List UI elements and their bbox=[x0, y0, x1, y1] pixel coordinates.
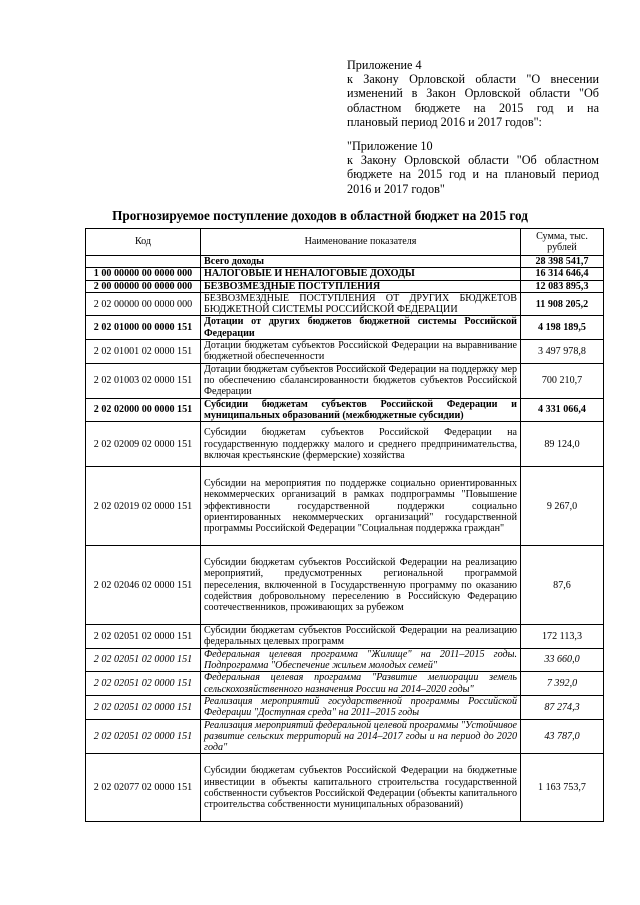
cell-code: 2 02 02051 02 0000 151 bbox=[86, 648, 201, 672]
cell-sum: 1 163 753,7 bbox=[521, 754, 604, 822]
cell-name: Субсидии бюджетам субъектов Российской Федерации на реализацию мероприятий, предусмотренных региональной программой переселения, включенной в Государственную программу по оказанию содействия добровольному переселению в Российскую Федерацию соотечественников, проживающих за рубежом bbox=[201, 546, 521, 625]
cell-code: 2 00 00000 00 0000 000 bbox=[86, 280, 201, 292]
cell-sum: 28 398 541,7 bbox=[521, 256, 604, 268]
table-row bbox=[86, 754, 604, 822]
cell-code: 2 02 02051 02 0000 151 bbox=[86, 625, 201, 649]
cell-sum: 4 331 066,4 bbox=[521, 398, 604, 422]
cell-name: Субсидии бюджетам субъектов Российской Федерации на бюджетные инвестиции в объекты капитального строительства государственной собственности субъектов Российской Федерации (объекты капитального строительства собственности муниципальных образований) bbox=[201, 754, 521, 822]
cell-code: 2 02 02051 02 0000 151 bbox=[86, 672, 201, 696]
annex-4-header bbox=[347, 58, 599, 129]
cell-code: 2 02 01000 00 0000 151 bbox=[86, 316, 201, 340]
cell-name: Субсидии бюджетам субъектов Российской Федерации на реализацию федеральных целевых программ bbox=[201, 625, 521, 649]
table-row bbox=[86, 422, 604, 467]
table-row bbox=[86, 695, 604, 719]
cell-sum: 43 787,0 bbox=[521, 719, 604, 754]
cell-name: Реализация мероприятий государственной программы Российской Федерации "Доступная среда" на 2011–2015 годы bbox=[201, 695, 521, 719]
table-row bbox=[86, 648, 604, 672]
cell-sum: 3 497 978,8 bbox=[521, 340, 604, 364]
table-row bbox=[86, 398, 604, 422]
table-row bbox=[86, 363, 604, 398]
cell-name: Субсидии бюджетам субъектов Российской Федерации и муниципальных образований (межбюджетные субсидии) bbox=[201, 398, 521, 422]
table-row bbox=[86, 546, 604, 625]
annex-line: плановый период 2016 и 2017 годов": bbox=[347, 114, 542, 129]
table-row bbox=[86, 340, 604, 364]
annex-line: "Приложение 10 bbox=[347, 139, 433, 153]
table-row bbox=[86, 256, 604, 268]
cell-sum: 9 267,0 bbox=[521, 467, 604, 546]
header-name: Наименование показателя bbox=[201, 229, 521, 256]
cell-sum: 4 198 189,5 bbox=[521, 316, 604, 340]
cell-name: БЕЗВОЗМЕЗДНЫЕ ПОСТУПЛЕНИЯ ОТ ДРУГИХ БЮДЖЕТОВ БЮДЖЕТНОЙ СИСТЕМЫ РОССИЙСКОЙ ФЕДЕРАЦИИ bbox=[201, 292, 521, 316]
cell-code: 2 02 02046 02 0000 151 bbox=[86, 546, 201, 625]
cell-sum: 87,6 bbox=[521, 546, 604, 625]
cell-code: 2 02 02019 02 0000 151 bbox=[86, 467, 201, 546]
cell-name: НАЛОГОВЫЕ И НЕНАЛОГОВЫЕ ДОХОДЫ bbox=[201, 268, 521, 280]
cell-name: Реализация мероприятий федеральной целевой программы "Устойчивое развитие сельских территорий на 2014–2017 годы и на период до 2020 года" bbox=[201, 719, 521, 754]
cell-sum: 11 908 205,2 bbox=[521, 292, 604, 316]
cell-sum: 172 113,3 bbox=[521, 625, 604, 649]
annex-10-header bbox=[347, 139, 599, 196]
cell-code: 2 02 02000 00 0000 151 bbox=[86, 398, 201, 422]
cell-sum: 700 210,7 bbox=[521, 363, 604, 398]
cell-sum: 16 314 646,4 bbox=[521, 268, 604, 280]
table-row bbox=[86, 719, 604, 754]
cell-code: 2 02 00000 00 0000 000 bbox=[86, 292, 201, 316]
cell-code: 2 02 02051 02 0000 151 bbox=[86, 695, 201, 719]
cell-code: 2 02 02077 02 0000 151 bbox=[86, 754, 201, 822]
cell-name: Дотации от других бюджетов бюджетной системы Российской Федерации bbox=[201, 316, 521, 340]
cell-sum: 89 124,0 bbox=[521, 422, 604, 467]
cell-name: Всего доходы bbox=[201, 256, 521, 268]
cell-name: Субсидии на мероприятия по поддержке социально ориентированных некоммерческих организаций в рамках подпрограммы "Повышение эффективности государственной поддержки социально ориентированных некоммерческих организаций" государственной программы Российской Федерации "Социальная поддержка граждан" bbox=[201, 467, 521, 546]
table-row bbox=[86, 625, 604, 649]
cell-code: 2 02 02051 02 0000 151 bbox=[86, 719, 201, 754]
cell-name: Субсидии бюджетам субъектов Российской Федерации на государственную поддержку малого и среднего предпринимательства, включая крестьянские (фермерские) хозяйства bbox=[201, 422, 521, 467]
table-row bbox=[86, 292, 604, 316]
table-row bbox=[86, 268, 604, 280]
annex-line: 2016 и 2017 годов" bbox=[347, 181, 445, 196]
cell-code: 2 02 01003 02 0000 151 bbox=[86, 363, 201, 398]
cell-sum: 7 392,0 bbox=[521, 672, 604, 696]
annex-line: к Закону Орловской области "Об областном bbox=[347, 153, 599, 168]
cell-code: 2 02 02009 02 0000 151 bbox=[86, 422, 201, 467]
table-row bbox=[86, 280, 604, 292]
cell-name: Дотации бюджетам субъектов Российской Федерации на выравнивание бюджетной обеспеченности bbox=[201, 340, 521, 364]
cell-sum: 87 274,3 bbox=[521, 695, 604, 719]
document-title: Прогнозируемое поступление доходов в областной бюджет на 2015 год bbox=[112, 208, 528, 223]
cell-name: Федеральная целевая программа "Развитие мелиорации земель сельскохозяйственного назначения России на 2014–2020 годы" bbox=[201, 672, 521, 696]
header-sum: Сумма, тыс. рублей bbox=[521, 229, 604, 256]
cell-name: БЕЗВОЗМЕЗДНЫЕ ПОСТУПЛЕНИЯ bbox=[201, 280, 521, 292]
cell-code: 1 00 00000 00 0000 000 bbox=[86, 268, 201, 280]
cell-sum: 12 083 895,3 bbox=[521, 280, 604, 292]
cell-code: 2 02 01001 02 0000 151 bbox=[86, 340, 201, 364]
header-code: Код bbox=[86, 229, 201, 256]
table-row bbox=[86, 316, 604, 340]
cell-code bbox=[86, 256, 201, 268]
annex-line: к Закону Орловской области "О внесении bbox=[347, 72, 599, 87]
table-row bbox=[86, 672, 604, 696]
table-row bbox=[86, 467, 604, 546]
annex-line: изменений в Закон Орловской области "Об bbox=[347, 86, 599, 101]
revenue-table bbox=[85, 228, 604, 822]
cell-sum: 33 660,0 bbox=[521, 648, 604, 672]
cell-name: Дотации бюджетам субъектов Российской Федерации на поддержку мер по обеспечению сбалансированности бюджетов субъектов Российской Федерации bbox=[201, 363, 521, 398]
annex-line: бюджете на 2015 год и на плановый период bbox=[347, 167, 599, 182]
annex-line: Приложение 4 bbox=[347, 58, 422, 72]
table-body bbox=[86, 256, 604, 822]
annex-line: областном бюджете на 2015 год и на bbox=[347, 100, 599, 115]
cell-name: Федеральная целевая программа "Жилище" на 2011–2015 годы. Подпрограмма "Обеспечение жильем молодых семей" bbox=[201, 648, 521, 672]
table-header-row bbox=[86, 229, 604, 256]
